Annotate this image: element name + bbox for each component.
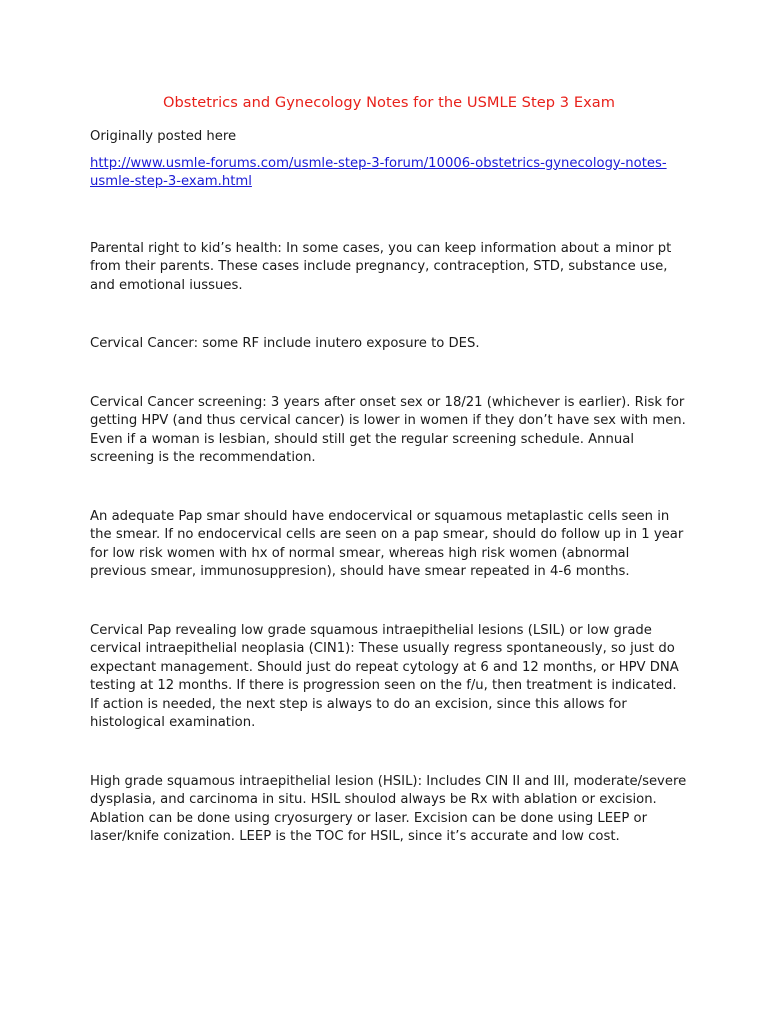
paragraph-parental-rights: Parental right to kid’s health: In some cases, you can keep information about a minor pt from their parents. These cases include pregnancy, contraception, STD, substance use, and emotional iussues. — [90, 240, 672, 293]
paragraph-lsil: Cervical Pap revealing low grade squamous intraepithelial lesions (LSIL) or low grade cervical intraepithelial neoplasia (CIN1): These usually regress spontaneously, so just do expectant management. Should just do repeat cytology at 6 and 12 months, or HPV DNA testing at 12 months. If there is progression seen on the f/u, then treatment is indicated. If action is needed, the next step is always to do an excision, since this allows for histological examination. — [90, 622, 679, 730]
source-link[interactable]: http://www.usmle-forums.com/usmle-step-3-forum/10006-obstetrics-gynecology-notes-usmle-step-3-exam.html — [90, 155, 667, 189]
paragraph-hsil: High grade squamous intraepithelial lesion (HSIL): Includes CIN II and III, moderate/severe dysplasia, and carcinoma in situ. HSIL shoulod always be Rx with ablation or excision. Ablation can be done using cryosurgery or laser. Excision can be done using LEEP or laser/knife conization. LEEP is the TOC for HSIL, since it’s accurate and low cost. — [90, 773, 687, 844]
document-page — [90, 92, 688, 847]
paragraph-cervical-cancer: Cervical Cancer: some RF include inutero exposure to DES. — [90, 336, 480, 351]
originally-posted-text: Originally posted here — [90, 129, 237, 144]
document-title: Obstetrics and Gynecology Notes for the USMLE Step 3 Exam — [162, 94, 616, 111]
paragraph-cervical-screening: Cervical Cancer screening: 3 years after onset sex or 18/21 (whichever is earlier). Risk for getting HPV (and thus cervical cancer) is lower in women if they don’t have sex with men. Even if a woman is lesbian, should still get the regular screening schedule. Annual screening is the recommendation. — [90, 394, 686, 465]
paragraph-pap-smear: An adequate Pap smar should have endocervical or squamous metaplastic cells seen in the smear. If no endocervical cells are seen on a pap smear, should do follow up in 1 year for low risk women with hx of normal smear, whereas high risk women (abnormal previous smear, immunosuppresion), should have smear repeated in 4-6 months. — [90, 508, 684, 579]
